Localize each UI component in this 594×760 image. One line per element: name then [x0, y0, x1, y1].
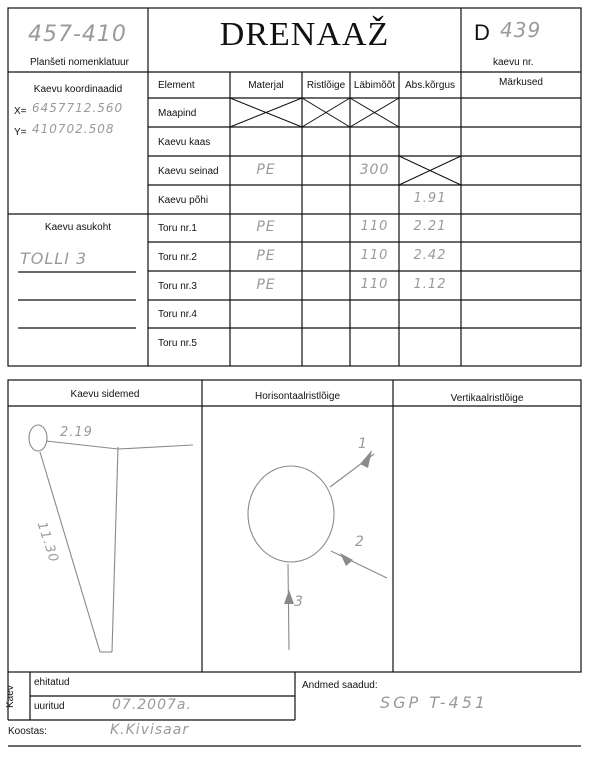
col-header-height: Abs.kõrgus [404, 80, 456, 91]
location-label: Kaevu asukoht [44, 222, 112, 233]
row-element: Toru nr.2 [158, 252, 197, 263]
row-element: Maapind [158, 108, 197, 119]
row-diameter: 300 [359, 162, 390, 178]
pipe-label-1: 1 [358, 436, 368, 452]
measured-label: uuritud [34, 701, 65, 712]
y-value: 410702.508 [32, 122, 115, 136]
row-material: PE [256, 162, 276, 178]
well-prefix: D [474, 20, 490, 45]
built-label: ehitatud [34, 677, 70, 688]
form-title: DRENAAŽ [219, 16, 390, 53]
row-element: Toru nr.4 [158, 309, 197, 320]
connection-distance-2: 11.30 [33, 520, 62, 565]
sheet-label: Planšeti nomenklatuur [30, 57, 129, 68]
row-element: Toru nr.1 [158, 223, 197, 234]
pipe-label-3: 3 [294, 594, 304, 610]
row-diameter: 110 [360, 248, 389, 263]
row-diameter: 110 [360, 277, 389, 292]
coords-label: Kaevu koordinaadid [33, 84, 123, 95]
author-value: K.Kivisaar [110, 722, 190, 738]
x-label: X= [14, 106, 27, 117]
pipe-label-2: 2 [355, 534, 365, 550]
x-value: 6457712.560 [32, 101, 124, 115]
row-element: Toru nr.5 [158, 338, 197, 349]
row-height: 2.42 [413, 248, 447, 263]
author-label: Koostas: [8, 726, 47, 737]
measured-value: 07.2007a. [112, 697, 192, 713]
source-label: Andmed saadud: [302, 680, 378, 691]
connection-distance-1: 2.19 [60, 425, 93, 440]
row-element: Kaevu põhi [158, 195, 209, 206]
source-value: SGP T-451 [380, 693, 489, 712]
well-number-label: kaevu nr. [493, 57, 534, 68]
col-header-diameter: Läbimõõt [353, 80, 396, 91]
well-number-value: 439 [500, 18, 542, 42]
vertical-section-label: Vertikaalristlõige [450, 393, 524, 404]
row-element: Toru nr.3 [158, 281, 197, 292]
horizontal-section-sketch [248, 454, 387, 650]
kaev-label: Kaev [5, 685, 16, 708]
col-header-material: Materjal [248, 80, 284, 91]
horizontal-section-label: Horisontaalristlõige [254, 391, 341, 402]
location-value: TOLLI 3 [20, 249, 88, 268]
connections-label: Kaevu sidemed [70, 389, 140, 400]
pipe-arrows [284, 450, 372, 604]
col-header-notes: Märkused [499, 77, 543, 88]
row-height: 2.21 [413, 219, 447, 234]
row-diameter: 110 [360, 219, 389, 234]
row-height: 1.12 [413, 277, 447, 292]
col-header-section: Ristlõige [306, 80, 346, 91]
row-material: PE [256, 248, 276, 264]
row-element: Kaevu seinad [158, 166, 219, 177]
sheet-number-value: 457-410 [28, 22, 127, 47]
row-material: PE [256, 277, 276, 293]
row-height: 1.91 [413, 191, 447, 206]
row-material: PE [256, 219, 276, 235]
y-label: Y= [14, 127, 27, 138]
row-element: Kaevu kaas [158, 137, 211, 148]
col-header-element: Element [158, 80, 195, 91]
